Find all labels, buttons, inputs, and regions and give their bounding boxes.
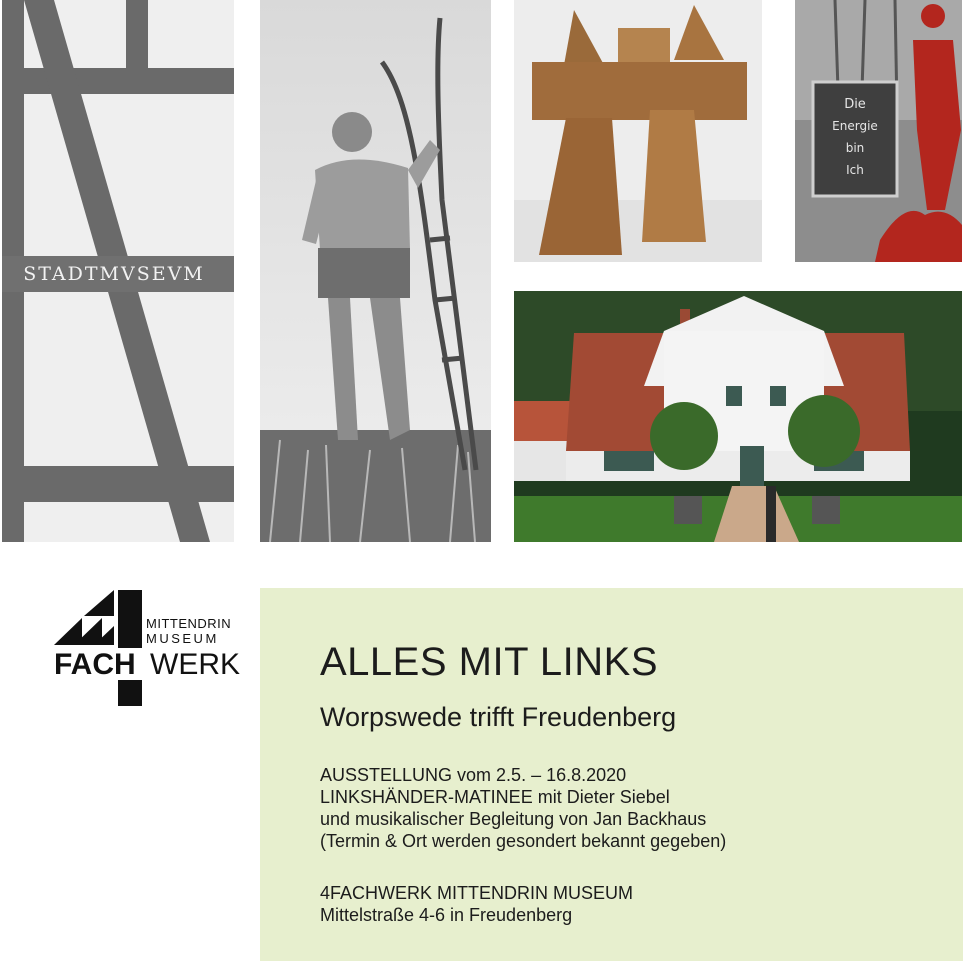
exhibition-subtitle: Worpswede trifft Freudenberg [320,702,677,732]
exhibition-title: ALLES MIT LINKS [320,640,659,684]
chalk-line-2: Energie [832,119,878,133]
chalk-line-1: Die [844,97,866,112]
logo-line-museum: MUSEUM [146,631,219,646]
stadtmuseum-sign: STADTMVSEVM [23,263,205,285]
chalk-line-3: bin [845,141,865,155]
photo-wooden-sculpture [514,0,762,262]
photo-manor-house [514,291,962,542]
photo-half-timbered-wall [2,0,234,542]
museum-logo [54,588,244,708]
logo-line-mittendrin: MITTENDRIN [146,616,232,631]
venue-details [320,882,633,926]
event-details [320,764,726,852]
photo-chalkboard-red-figure [795,0,962,262]
venue-address: Mittelstraße 4-6 in Freudenberg [320,905,573,925]
info-line: und musikalischer Begleitung von Jan Backhaus [320,809,707,829]
info-line: AUSSTELLUNG vom 2.5. – 16.8.2020 [320,765,627,785]
chalk-line-4: Ich [846,163,864,177]
logo-word-fach: FACH [54,648,136,681]
logo-word-werk: WERK [150,648,240,681]
info-panel [260,588,963,961]
info-line: LINKSHÄNDER-MATINEE mit Dieter Siebel [320,787,670,807]
photo-man-in-field [260,0,491,542]
venue-name: 4FACHWERK MITTENDRIN MUSEUM [320,883,634,903]
info-line: (Termin & Ort werden gesondert bekannt gegeben) [320,831,727,851]
